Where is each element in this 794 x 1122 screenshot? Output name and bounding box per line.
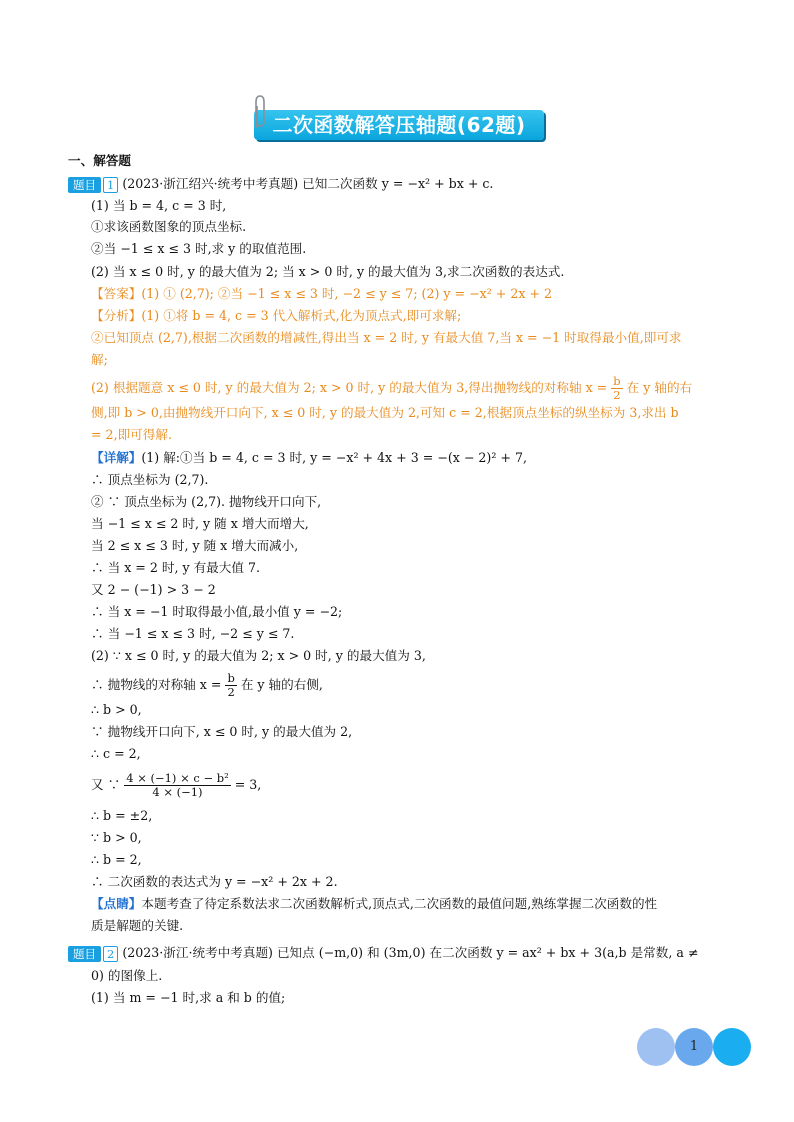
detail-line-4: 当 −1 ≤ x ≤ 2 时, y 随 x 增大而增大, xyxy=(91,516,309,531)
analysis-line-6: = 2,即可得解. xyxy=(91,427,172,442)
detail-text: = 3, xyxy=(234,777,262,792)
fraction-denominator: 4 × (−1) xyxy=(152,785,203,799)
detail-line-7: 又 2 − (−1) > 3 − 2 xyxy=(91,582,216,597)
detail-line-9: ∴ 当 −1 ≤ x ≤ 3 时, −2 ≤ y ≤ 7. xyxy=(91,626,295,641)
question-1-stem xyxy=(68,175,493,193)
question-tag: 题目 xyxy=(68,177,101,193)
analysis-text: (2) 根据题意 x ≤ 0 时, y 的最大值为 2; x > 0 时, y 的最大值为 3,得出抛物线的对称轴 x = xyxy=(91,380,608,395)
fraction xyxy=(225,672,236,699)
detail-line-13: ∵ 抛物线开口向下, x ≤ 0 时, y 的最大值为 2, xyxy=(91,724,353,739)
question-number: 1 xyxy=(103,177,118,193)
detail-text: 又 ∵ xyxy=(91,777,121,792)
analysis-line-1: 【分析】(1) ①将 b = 4, c = 3 代入解析式,化为顶点式,即可求解; xyxy=(91,308,462,323)
q2-part1: (1) 当 m = −1 时,求 a 和 b 的值; xyxy=(91,990,286,1005)
fraction-numerator: b xyxy=(613,374,621,388)
detail-line-19: ∴ 二次函数的表达式为 y = −x² + 2x + 2. xyxy=(91,874,338,889)
title-banner xyxy=(248,104,546,142)
detail-line-10: (2) ∵ x ≤ 0 时, y 的最大值为 2; x > 0 时, y 的最大值为 3, xyxy=(91,648,426,663)
detail-line-18: ∴ b = 2, xyxy=(91,852,142,867)
question-tag: 题目 xyxy=(68,946,101,962)
analysis-line-2: ②已知顶点 (2,7),根据二次函数的增减性,得出当 x = 2 时, y 有最大值 7,当 x = −1 时取得最小值,即可求 xyxy=(91,330,682,345)
detail-line-11 xyxy=(91,672,323,699)
detail-text: (1) 解:①当 b = 4, c = 3 时, y = −x² + 4x + 3 = −(x − 2)² + 7, xyxy=(141,450,527,465)
detail-line-17: ∵ b > 0, xyxy=(91,830,142,845)
q1-part1: (1) 当 b = 4, c = 3 时, xyxy=(91,198,227,213)
detail-text: ∴ 抛物线的对称轴 x = xyxy=(91,677,222,692)
paperclip-icon xyxy=(248,94,268,130)
detail-line-16: ∴ b = ±2, xyxy=(91,808,153,823)
tip-line-1 xyxy=(91,895,657,913)
circle-decoration xyxy=(637,1028,675,1066)
question-2-stem xyxy=(68,944,698,962)
detail-line-2: ∴ 顶点坐标为 (2,7). xyxy=(91,472,209,487)
page-title: 二次函数解答压轴题(62题) xyxy=(272,113,526,137)
question-text: (2023·浙江绍兴·统考中考真题) 已知二次函数 y = −x² + bx + c. xyxy=(122,176,494,191)
detail-line-1 xyxy=(91,449,527,467)
tip-label: 【点睛】 xyxy=(91,896,142,911)
analysis-line-3: 解; xyxy=(91,352,108,367)
fraction-denominator: 2 xyxy=(227,685,235,699)
q1-part1a: ①求该函数图象的顶点坐标. xyxy=(91,219,247,234)
section-heading: 一、解答题 xyxy=(68,153,131,168)
fraction-denominator: 2 xyxy=(613,388,621,402)
detail-line-15 xyxy=(91,772,261,799)
fraction xyxy=(124,772,231,799)
analysis-line-4 xyxy=(91,375,692,402)
tip-text: 本题考查了待定系数法求二次函数解析式,顶点式,二次函数的最值问题,熟练掌握二次函数的性 xyxy=(141,896,658,911)
fraction xyxy=(611,375,622,402)
detail-text: 在 y 轴的右侧, xyxy=(240,677,323,692)
detail-line-14: ∴ c = 2, xyxy=(91,746,141,761)
q1-part1b: ②当 −1 ≤ x ≤ 3 时,求 y 的取值范围. xyxy=(91,241,307,256)
analysis-text: 在 y 轴的右 xyxy=(626,380,693,395)
question-text: (2023·浙江·统考中考真题) 已知点 (−m,0) 和 (3m,0) 在二次函数 y = ax² + bx + 3(a,b 是常数, a ≠ xyxy=(122,945,699,960)
page-number: 1 xyxy=(689,1039,699,1054)
detail-line-8: ∴ 当 x = −1 时取得最小值,最小值 y = −2; xyxy=(91,604,343,619)
circle-decoration xyxy=(713,1028,751,1066)
detail-label: 【详解】 xyxy=(91,450,142,465)
answer-line: 【答案】(1) ① (2,7); ②当 −1 ≤ x ≤ 3 时, −2 ≤ y ≤ 7; (2) y = −x² + 2x + 2 xyxy=(91,286,553,301)
detail-line-3: ② ∵ 顶点坐标为 (2,7). 抛物线开口向下, xyxy=(91,494,322,509)
question-number: 2 xyxy=(103,946,118,962)
page-number-badge xyxy=(637,1028,751,1066)
tip-line-2: 质是解题的关键. xyxy=(91,918,184,933)
fraction-numerator: b xyxy=(227,671,235,685)
detail-line-6: ∴ 当 x = 2 时, y 有最大值 7. xyxy=(91,560,260,575)
fraction-numerator: 4 × (−1) × c − b² xyxy=(126,771,229,785)
detail-line-12: ∴ b > 0, xyxy=(91,702,142,717)
analysis-line-5: 侧,即 b > 0,由抛物线开口向下, x ≤ 0 时, y 的最大值为 2,可知 c = 2,根据顶点坐标的纵坐标为 3,求出 b xyxy=(91,405,679,420)
q1-part2: (2) 当 x ≤ 0 时, y 的最大值为 2; 当 x > 0 时, y 的最大值为 3,求二次函数的表达式. xyxy=(91,264,565,279)
title-box xyxy=(254,110,544,140)
q2-stem-2: 0) 的图像上. xyxy=(91,968,163,983)
detail-line-5: 当 2 ≤ x ≤ 3 时, y 随 x 增大而减小, xyxy=(91,538,299,553)
